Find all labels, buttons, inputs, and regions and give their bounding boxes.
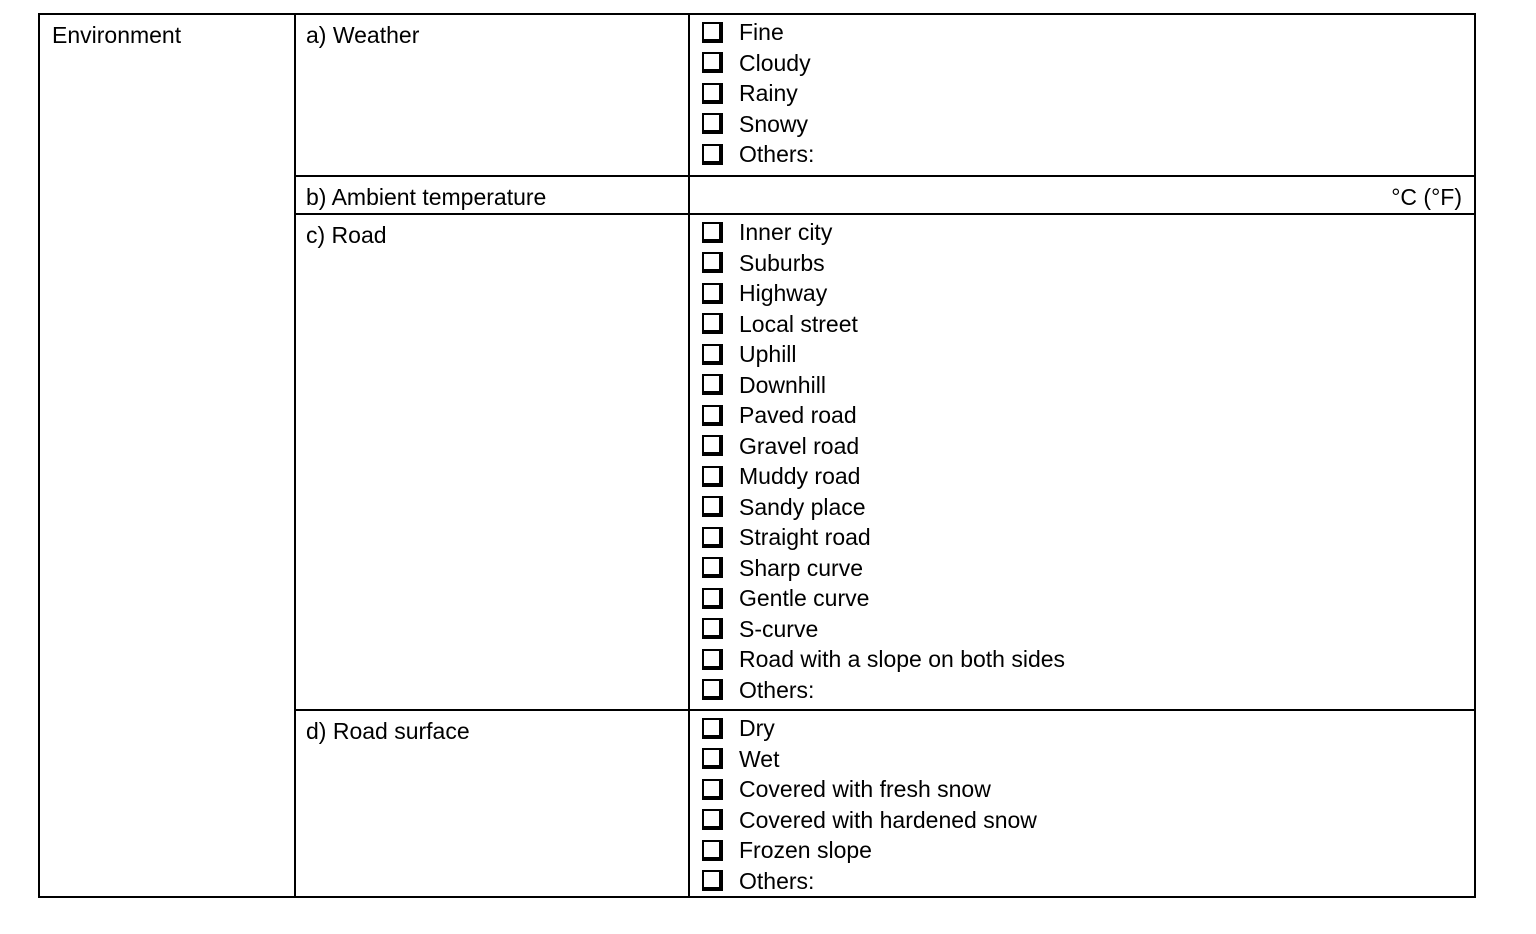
checkbox[interactable] <box>702 113 723 134</box>
checkbox[interactable] <box>702 618 723 639</box>
road-label-cell <box>296 213 690 709</box>
road-surface-options-cell <box>690 709 1474 896</box>
checkbox[interactable] <box>702 466 723 487</box>
temperature-label: b) Ambient temperature <box>306 184 547 210</box>
option-item[interactable] <box>702 370 1474 401</box>
environment-form-table <box>38 13 1476 898</box>
option-item[interactable] <box>702 78 1474 109</box>
option-label: Covered with fresh snow <box>739 776 991 803</box>
option-label: Fine <box>739 19 784 46</box>
option-label: Gentle curve <box>739 585 870 612</box>
option-item[interactable] <box>702 339 1474 370</box>
checkbox[interactable] <box>702 283 723 304</box>
option-label: Dry <box>739 715 775 742</box>
temperature-value-cell[interactable] <box>690 175 1474 213</box>
road-label: c) Road <box>306 222 387 248</box>
option-label: Downhill <box>739 371 826 398</box>
weather-options <box>702 17 1474 170</box>
option-label: Cloudy <box>739 49 811 76</box>
checkbox[interactable] <box>702 779 723 800</box>
checkbox[interactable] <box>702 374 723 395</box>
checkbox[interactable] <box>702 344 723 365</box>
checkbox[interactable] <box>702 557 723 578</box>
option-item[interactable] <box>702 644 1474 675</box>
checkbox[interactable] <box>702 840 723 861</box>
option-item[interactable] <box>702 835 1474 866</box>
option-label: Others: <box>739 676 815 703</box>
checkbox[interactable] <box>702 252 723 273</box>
checkbox[interactable] <box>702 405 723 426</box>
road-options <box>702 217 1474 705</box>
road-surface-options <box>702 713 1474 896</box>
weather-label-cell <box>296 15 690 175</box>
option-item[interactable] <box>702 278 1474 309</box>
option-label: Gravel road <box>739 432 860 459</box>
checkbox[interactable] <box>702 649 723 670</box>
option-item[interactable] <box>702 805 1474 836</box>
option-label: Wet <box>739 745 780 772</box>
option-label: Local street <box>739 310 858 337</box>
option-label: Inner city <box>739 219 833 246</box>
option-item[interactable] <box>702 774 1474 805</box>
weather-label: a) Weather <box>306 22 420 48</box>
checkbox[interactable] <box>702 496 723 517</box>
checkbox[interactable] <box>702 588 723 609</box>
checkbox[interactable] <box>702 809 723 830</box>
option-label: Snowy <box>739 110 809 137</box>
checkbox[interactable] <box>702 144 723 165</box>
temperature-label-cell <box>296 175 690 213</box>
option-item[interactable] <box>702 866 1474 897</box>
option-item[interactable] <box>702 400 1474 431</box>
checkbox[interactable] <box>702 22 723 43</box>
option-item[interactable] <box>702 309 1474 340</box>
option-item[interactable] <box>702 614 1474 645</box>
option-label: Uphill <box>739 341 797 368</box>
option-item[interactable] <box>702 431 1474 462</box>
checkbox[interactable] <box>702 435 723 456</box>
option-item[interactable] <box>702 461 1474 492</box>
option-item[interactable] <box>702 675 1474 706</box>
road-options-cell <box>690 213 1474 709</box>
checkbox[interactable] <box>702 222 723 243</box>
option-label: Others: <box>739 867 815 894</box>
option-label: Paved road <box>739 402 857 429</box>
option-label: Rainy <box>739 80 798 107</box>
option-item[interactable] <box>702 17 1474 48</box>
road-surface-label-cell <box>296 709 690 896</box>
option-item[interactable] <box>702 553 1474 584</box>
checkbox[interactable] <box>702 83 723 104</box>
option-label: Muddy road <box>739 463 861 490</box>
option-label: Straight road <box>739 524 871 551</box>
checkbox[interactable] <box>702 527 723 548</box>
checkbox[interactable] <box>702 679 723 700</box>
option-item[interactable] <box>702 583 1474 614</box>
temperature-unit: °C (°F) <box>1391 184 1462 210</box>
category-label: Environment <box>52 22 182 48</box>
option-label: Covered with hardened snow <box>739 806 1037 833</box>
option-label: S-curve <box>739 615 819 642</box>
option-label: Sandy place <box>739 493 866 520</box>
checkbox[interactable] <box>702 313 723 334</box>
option-label: Sharp curve <box>739 554 864 581</box>
option-label: Frozen slope <box>739 837 872 864</box>
checkbox[interactable] <box>702 52 723 73</box>
option-item[interactable] <box>702 48 1474 79</box>
category-cell <box>40 15 296 896</box>
option-label: Others: <box>739 141 815 168</box>
road-surface-label: d) Road surface <box>306 718 470 744</box>
option-item[interactable] <box>702 217 1474 248</box>
option-label: Suburbs <box>739 249 825 276</box>
option-item[interactable] <box>702 109 1474 140</box>
checkbox[interactable] <box>702 870 723 891</box>
option-item[interactable] <box>702 522 1474 553</box>
checkbox[interactable] <box>702 748 723 769</box>
option-item[interactable] <box>702 492 1474 523</box>
option-label: Highway <box>739 280 828 307</box>
option-label: Road with a slope on both sides <box>739 646 1066 673</box>
weather-options-cell <box>690 15 1474 175</box>
option-item[interactable] <box>702 248 1474 279</box>
option-item[interactable] <box>702 744 1474 775</box>
option-item[interactable] <box>702 139 1474 170</box>
checkbox[interactable] <box>702 718 723 739</box>
option-item[interactable] <box>702 713 1474 744</box>
